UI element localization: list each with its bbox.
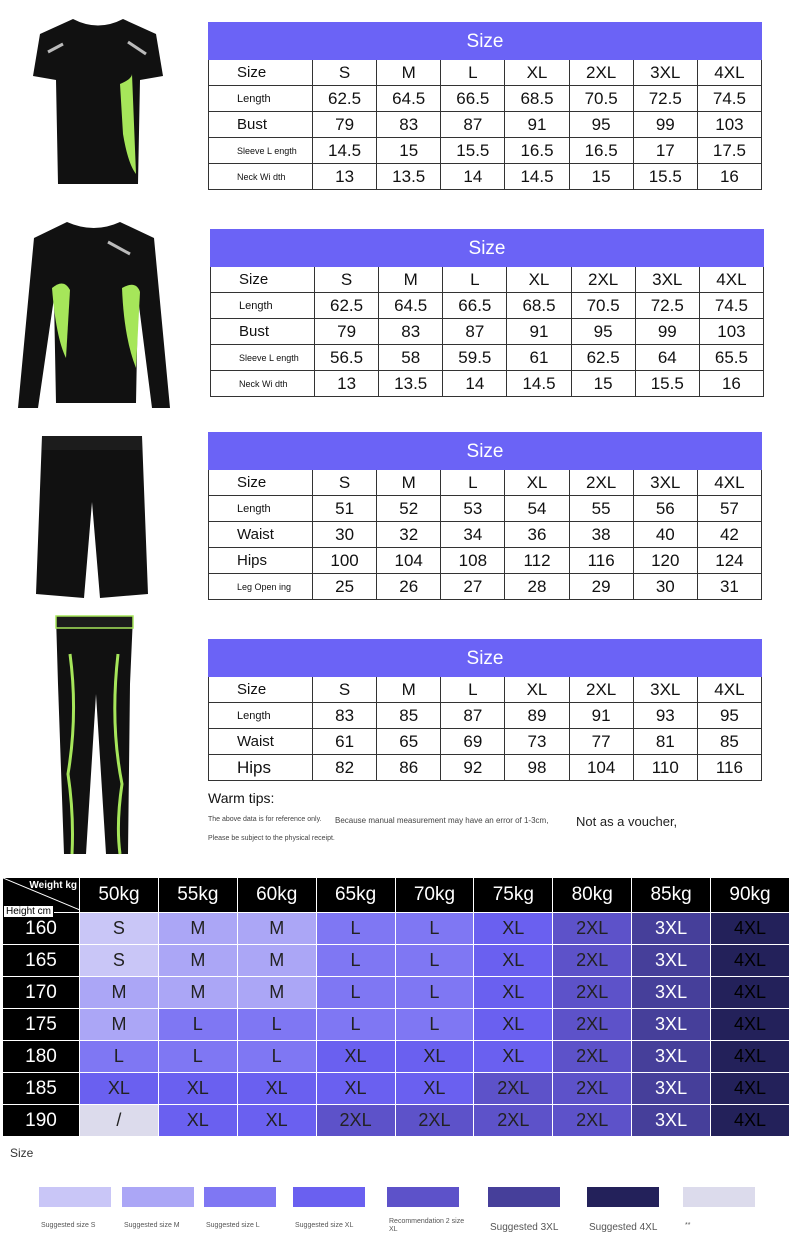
size-cell: 4XL [711,945,790,977]
cell: 26 [377,574,441,600]
weight-header: 65kg [316,878,395,913]
cell: 13.5 [379,371,443,397]
cell: 74.5 [697,86,761,112]
table-title: Size [209,433,762,470]
size-cell: 3XL [632,913,711,945]
cell: 91 [569,703,633,729]
legend-label: Suggested 4XL [589,1222,658,1233]
table-row [209,755,762,781]
cell: 14.5 [505,164,569,190]
size-table-leggings [208,639,762,781]
cell: 15.5 [635,371,699,397]
size-cell: XL [158,1105,237,1137]
size-cell: XL [316,1041,395,1073]
size-cell: 4XL [711,1073,790,1105]
legend-swatch [204,1187,276,1207]
cell: 73 [505,729,569,755]
cell: XL [507,267,571,293]
size-cell: XL [316,1073,395,1105]
weight-header: 90kg [711,878,790,913]
row-label: Size [209,677,313,703]
size-cell: 2XL [553,1041,632,1073]
cell: 61 [313,729,377,755]
cell: M [377,677,441,703]
cell: 4XL [699,267,763,293]
cell: 59.5 [443,345,507,371]
size-recommendation-table [2,877,790,1137]
size-cell: S [80,945,159,977]
cell: S [315,267,379,293]
size-cell: 4XL [711,913,790,945]
row-label: Leg Open ing [209,574,313,600]
warm-tips-line1: The above data is for reference only. [208,816,322,823]
cell: M [379,267,443,293]
cell: XL [505,470,569,496]
table-row [209,496,762,522]
cell: 62.5 [313,86,377,112]
cell: L [441,677,505,703]
row-label: Bust [209,112,313,138]
corner-height-label: Height cm [3,905,54,918]
cell: 64.5 [377,86,441,112]
cell: XL [505,677,569,703]
size-cell: M [80,1009,159,1041]
size-cell: 3XL [632,1009,711,1041]
size-cell: XL [237,1073,316,1105]
table-title: Size [209,23,762,60]
cell: 72.5 [635,293,699,319]
size-cell: M [237,977,316,1009]
size-cell: L [316,977,395,1009]
height-label: 165 [3,945,80,977]
cell: 61 [507,345,571,371]
cell: 16 [699,371,763,397]
size-cell: M [158,977,237,1009]
warm-tips-line1c: Not as a voucher, [576,814,678,829]
cell: 2XL [569,470,633,496]
size-cell: L [316,913,395,945]
cell: 38 [569,522,633,548]
cell: 95 [569,112,633,138]
row-label: Hips [209,755,313,781]
legend-swatch [683,1187,755,1207]
table-row [211,319,764,345]
cell: 17 [633,138,697,164]
row-label: Waist [209,522,313,548]
weight-header: 85kg [632,878,711,913]
cell: 81 [633,729,697,755]
cell: L [441,470,505,496]
cell: 93 [633,703,697,729]
short-sleeve-shirt-image [28,14,168,189]
cell: 83 [313,703,377,729]
row-label: Length [209,703,313,729]
cell: 65 [377,729,441,755]
size-cell: L [316,1009,395,1041]
size-cell: 4XL [711,1105,790,1137]
size-cell: XL [395,1041,474,1073]
size-cell: 2XL [553,1009,632,1041]
cell: S [313,60,377,86]
cell: 65.5 [699,345,763,371]
warm-tips-title: Warm tips: [208,790,275,806]
table-row [3,1009,790,1041]
cell: 4XL [697,677,761,703]
cell: 14.5 [507,371,571,397]
cell: 108 [441,548,505,574]
cell: 3XL [635,267,699,293]
table-row [3,945,790,977]
legend-label: Suggested size S [41,1222,96,1229]
size-cell: 2XL [553,913,632,945]
size-cell: XL [237,1105,316,1137]
cell: M [377,60,441,86]
size-cell: L [395,977,474,1009]
cell: 87 [441,112,505,138]
row-label: Length [209,496,313,522]
row-label: Size [211,267,315,293]
size-cell: 3XL [632,1105,711,1137]
cell: 99 [635,319,699,345]
size-cell: 3XL [632,977,711,1009]
weight-header: 75kg [474,878,553,913]
cell: 100 [313,548,377,574]
table-row [3,913,790,945]
legend-label: Suggested size M [124,1222,180,1229]
size-cell: XL [395,1073,474,1105]
cell: 68.5 [507,293,571,319]
table-row [3,1105,790,1137]
row-label: Neck Wi dth [209,164,313,190]
cell: 30 [313,522,377,548]
table-row [209,60,762,86]
row-label: Bust [211,319,315,345]
table-row [209,138,762,164]
size-cell: L [395,945,474,977]
height-label: 185 [3,1073,80,1105]
row-label: Size [209,60,313,86]
cell: 16 [697,164,761,190]
size-cell: L [237,1009,316,1041]
cell: 28 [505,574,569,600]
size-cell: XL [474,945,553,977]
cell: 13.5 [377,164,441,190]
cell: 15 [377,138,441,164]
cell: 79 [315,319,379,345]
cell: 17.5 [697,138,761,164]
cell: 57 [697,496,761,522]
corner-cell [3,878,80,917]
legend-swatch [293,1187,365,1207]
table-row [211,345,764,371]
size-cell: XL [474,1041,553,1073]
row-label: Hips [209,548,313,574]
legend-label: Suggested size L [206,1222,260,1229]
cell: 36 [505,522,569,548]
cell: 15.5 [633,164,697,190]
legend-swatch [587,1187,659,1207]
table-row [3,1041,790,1073]
legend-title: Size [10,1146,34,1160]
cell: 14 [443,371,507,397]
cell: 103 [697,112,761,138]
row-label: Sleeve L ength [211,345,315,371]
cell: 92 [441,755,505,781]
size-cell: L [395,1009,474,1041]
table-row [3,977,790,1009]
size-cell: 4XL [711,1041,790,1073]
cell: 29 [569,574,633,600]
size-cell: 2XL [553,977,632,1009]
cell: 116 [569,548,633,574]
table-row [209,574,762,600]
cell: 62.5 [315,293,379,319]
size-cell: 4XL [711,977,790,1009]
legend-swatch [39,1187,111,1207]
size-cell: M [158,913,237,945]
cell: 3XL [633,677,697,703]
legend-swatch [387,1187,459,1207]
cell: 3XL [633,470,697,496]
size-cell: 2XL [395,1105,474,1137]
height-label: 190 [3,1105,80,1137]
table-row [209,164,762,190]
size-cell: S [80,913,159,945]
table-row [209,703,762,729]
size-cell: / [80,1105,159,1137]
cell: 2XL [571,267,635,293]
cell: 15 [569,164,633,190]
size-cell: M [237,913,316,945]
size-cell: L [395,913,474,945]
cell: M [377,470,441,496]
legend-label: Recommendation 2 size XL [389,1218,465,1233]
legend-swatch [488,1187,560,1207]
cell: 83 [377,112,441,138]
row-label: Size [209,470,313,496]
height-label: 160 [3,913,80,945]
cell: 77 [569,729,633,755]
table-title: Size [209,640,762,677]
height-label: 175 [3,1009,80,1041]
table-row [3,1073,790,1105]
cell: 34 [441,522,505,548]
table-row [211,267,764,293]
cell: 95 [697,703,761,729]
cell: 87 [441,703,505,729]
size-cell: 2XL [474,1105,553,1137]
size-cell: 3XL [632,945,711,977]
table-title: Size [211,230,764,267]
size-cell: XL [474,977,553,1009]
size-cell: M [80,977,159,1009]
table-row [209,677,762,703]
cell: S [313,470,377,496]
cell: 31 [697,574,761,600]
cell: 25 [313,574,377,600]
size-cell: 3XL [632,1041,711,1073]
cell: 13 [313,164,377,190]
cell: 64.5 [379,293,443,319]
legend-label: Suggested size XL [295,1222,354,1229]
cell: 82 [313,755,377,781]
cell: 4XL [697,60,761,86]
size-cell: XL [474,913,553,945]
cell: 16.5 [569,138,633,164]
cell: 2XL [569,677,633,703]
size-cell: XL [158,1073,237,1105]
table-row [209,112,762,138]
cell: 99 [633,112,697,138]
warm-tips-line2: Please be subject to the physical receipt. [208,835,335,842]
cell: 86 [377,755,441,781]
cell: 14 [441,164,505,190]
height-label: 180 [3,1041,80,1073]
cell: 56.5 [315,345,379,371]
cell: 89 [505,703,569,729]
size-cell: L [158,1041,237,1073]
cell: L [441,60,505,86]
weight-header: 70kg [395,878,474,913]
cell: 56 [633,496,697,522]
table-row [209,548,762,574]
size-cell: 2XL [553,1105,632,1137]
shorts-image [30,432,155,602]
leggings-image [48,614,143,856]
table-row [211,371,764,397]
size-cell: 4XL [711,1009,790,1041]
cell: 103 [699,319,763,345]
legend-label: Suggested 3XL [490,1222,559,1233]
table-row [211,293,764,319]
size-cell: XL [474,1009,553,1041]
cell: 16.5 [505,138,569,164]
cell: 53 [441,496,505,522]
size-cell: 2XL [316,1105,395,1137]
cell: 83 [379,319,443,345]
legend-swatch [122,1187,194,1207]
row-label: Waist [209,729,313,755]
size-cell: 2XL [553,945,632,977]
size-cell: M [237,945,316,977]
long-sleeve-shirt-image [12,218,177,413]
cell: 74.5 [699,293,763,319]
table-row [209,522,762,548]
table-row [209,729,762,755]
cell: 72.5 [633,86,697,112]
cell: 51 [313,496,377,522]
size-cell: 2XL [553,1073,632,1105]
cell: 70.5 [571,293,635,319]
row-label: Sleeve L ength [209,138,313,164]
weight-header-row [3,878,790,913]
weight-header: 50kg [80,878,159,913]
size-cell: 2XL [474,1073,553,1105]
cell: 66.5 [441,86,505,112]
cell: 58 [379,345,443,371]
table-row [209,470,762,496]
cell: S [313,677,377,703]
cell: 62.5 [571,345,635,371]
cell: 15.5 [441,138,505,164]
cell: 40 [633,522,697,548]
cell: 55 [569,496,633,522]
size-table-short-sleeve [208,22,762,190]
cell: 13 [315,371,379,397]
cell: 52 [377,496,441,522]
cell: 42 [697,522,761,548]
cell: 104 [569,755,633,781]
cell: 32 [377,522,441,548]
weight-header: 60kg [237,878,316,913]
size-cell: L [158,1009,237,1041]
warm-tips-line1b: Because manual measurement may have an error of 1-3cm, [335,816,549,825]
size-cell: XL [80,1073,159,1105]
size-table-long-sleeve [210,229,764,397]
cell: 2XL [569,60,633,86]
cell: 95 [571,319,635,345]
size-cell: 3XL [632,1073,711,1105]
cell: 124 [697,548,761,574]
height-label: 170 [3,977,80,1009]
cell: 3XL [633,60,697,86]
cell: 85 [377,703,441,729]
cell: 120 [633,548,697,574]
cell: 30 [633,574,697,600]
cell: 79 [313,112,377,138]
legend-label: ** [685,1222,691,1229]
size-cell: L [80,1041,159,1073]
cell: L [443,267,507,293]
size-cell: L [316,945,395,977]
cell: 14.5 [313,138,377,164]
cell: 27 [441,574,505,600]
cell: XL [505,60,569,86]
table-row [209,86,762,112]
size-table-shorts [208,432,762,600]
cell: 91 [507,319,571,345]
cell: 54 [505,496,569,522]
cell: 70.5 [569,86,633,112]
cell: 104 [377,548,441,574]
size-cell: L [237,1041,316,1073]
corner-weight-label: Weight kg [29,880,77,891]
row-label: Length [211,293,315,319]
cell: 98 [505,755,569,781]
row-label: Length [209,86,313,112]
cell: 112 [505,548,569,574]
cell: 15 [571,371,635,397]
cell: 116 [697,755,761,781]
cell: 68.5 [505,86,569,112]
weight-header: 80kg [553,878,632,913]
size-cell: M [158,945,237,977]
row-label: Neck Wi dth [211,371,315,397]
cell: 91 [505,112,569,138]
cell: 66.5 [443,293,507,319]
cell: 85 [697,729,761,755]
weight-header: 55kg [158,878,237,913]
cell: 69 [441,729,505,755]
cell: 87 [443,319,507,345]
cell: 4XL [697,470,761,496]
cell: 110 [633,755,697,781]
cell: 64 [635,345,699,371]
